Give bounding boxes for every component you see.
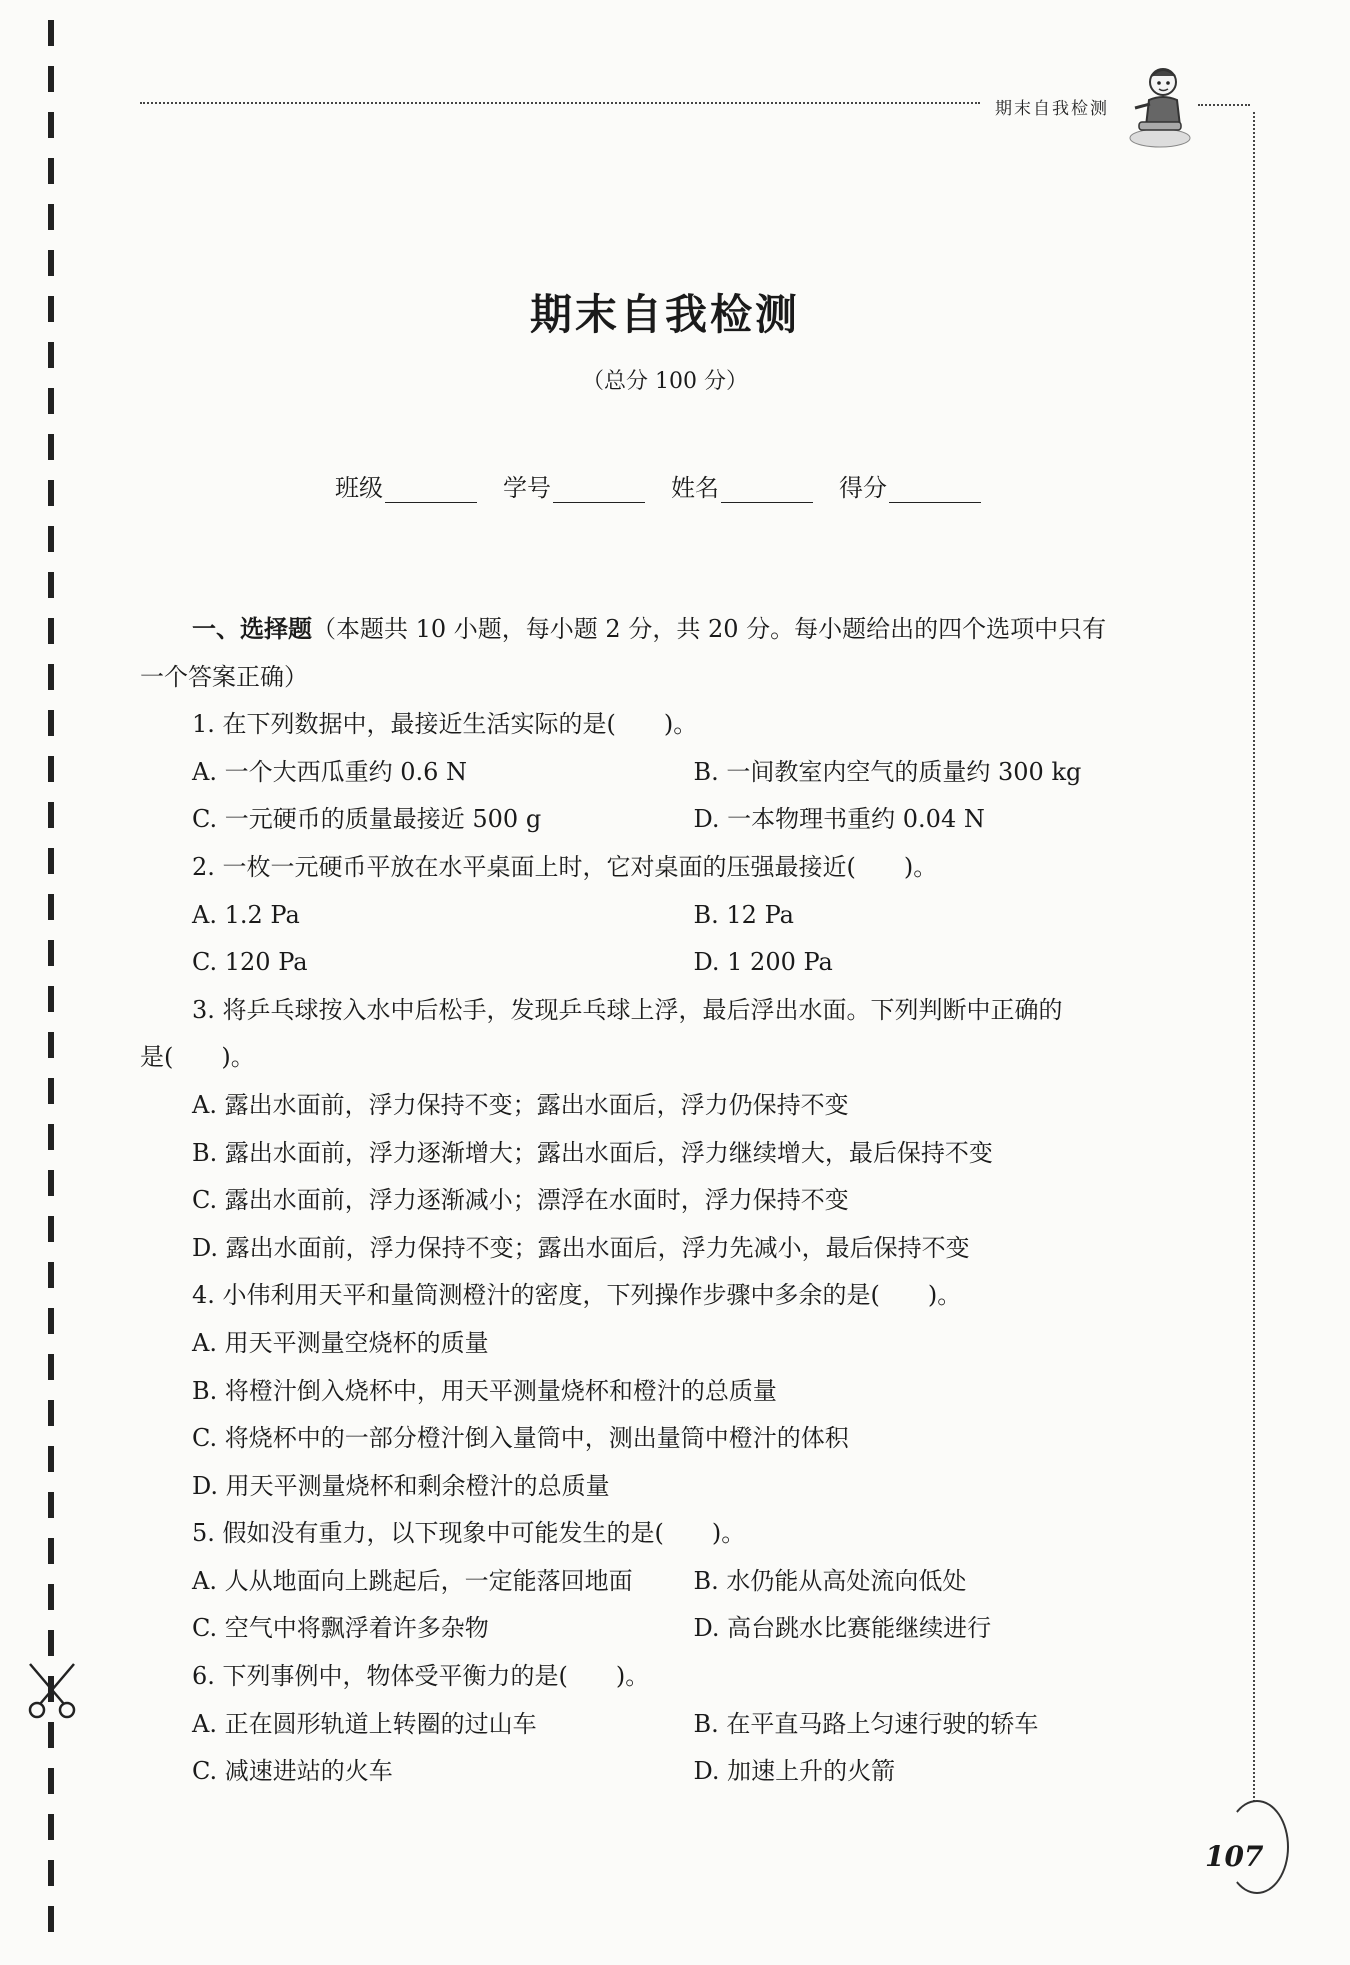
q4-option-c[interactable]: C. 将烧杯中的一部分橙汁倒入量筒中，测出量筒中橙汁的体积: [192, 1424, 849, 1453]
q3-stem-cont: 是( )。: [140, 1043, 255, 1072]
header-rule: [140, 102, 980, 104]
q3-option-a[interactable]: A. 露出水面前，浮力保持不变；露出水面后，浮力仍保持不变: [192, 1090, 849, 1119]
q2-option-b[interactable]: B. 12 Pa: [693, 900, 794, 929]
q5-options-cd: [140, 1605, 1195, 1653]
q6-options-ab: [140, 1701, 1195, 1749]
q1-options-ab: [140, 749, 1195, 797]
q5-stem: 5. 假如没有重力，以下现象中可能发生的是( )。: [192, 1519, 746, 1548]
q4-option-b[interactable]: B. 将橙汁倒入烧杯中，用天平测量烧杯和橙汁的总质量: [192, 1376, 777, 1405]
q2-option-d[interactable]: D. 1 200 Pa: [693, 948, 833, 977]
q6-options-cd: [140, 1748, 1195, 1796]
scissors-icon: [24, 1660, 80, 1720]
q3-option-c[interactable]: C. 露出水面前，浮力逐渐减小；漂浮在水面时，浮力保持不变: [192, 1186, 849, 1215]
mascot-icon: [1125, 60, 1195, 150]
total-score-note: （总分 100 分）: [582, 369, 748, 394]
page-number: 107: [1205, 1840, 1264, 1873]
q1-stem: 1. 在下列数据中，最接近生活实际的是( )。: [192, 710, 698, 739]
q5-options-ab: [140, 1558, 1195, 1606]
q4-option-a[interactable]: A. 用天平测量空烧杯的质量: [192, 1328, 489, 1357]
student-id-blank[interactable]: [553, 478, 645, 503]
q5-option-d[interactable]: D. 高台跳水比赛能继续进行: [693, 1614, 992, 1643]
student-id-field[interactable]: [503, 468, 645, 503]
q5-option-a[interactable]: A. 人从地面向上跳起后，一定能落回地面: [192, 1566, 633, 1595]
q2-options-cd: [140, 939, 1195, 987]
q3-option-d[interactable]: D. 露出水面前，浮力保持不变；露出水面后，浮力先减小，最后保持不变: [192, 1233, 970, 1262]
section-heading: 一、选择题: [192, 615, 312, 643]
score-field[interactable]: [839, 468, 981, 503]
q6-option-d[interactable]: D. 加速上升的火箭: [693, 1757, 896, 1786]
score-label: 得分: [839, 474, 887, 502]
q5-option-c[interactable]: C. 空气中将飘浮着许多杂物: [192, 1614, 489, 1643]
section-description: （本题共 10 小题，每小题 2 分，共 20 分。每小题给出的四个选项中只有: [312, 615, 1107, 643]
q2-stem: 2. 一枚一元硬币平放在水平桌面上时，它对桌面的压强最接近( )。: [192, 852, 938, 881]
q1-option-c[interactable]: C. 一元硬币的质量最接近 500 g: [192, 805, 542, 834]
q6-option-c[interactable]: C. 减速进站的火车: [192, 1757, 393, 1786]
question-list: [140, 606, 1195, 1796]
header-rule-right: [1198, 104, 1250, 106]
q6-stem: 6. 下列事例中，物体受平衡力的是( )。: [192, 1662, 650, 1691]
page-title: 期末自我检测: [529, 290, 800, 339]
section-description-cont: 一个答案正确）: [140, 662, 308, 691]
section-header: [140, 606, 1195, 654]
name-field[interactable]: [671, 468, 813, 503]
class-blank[interactable]: [385, 478, 477, 503]
q1-option-a[interactable]: A. 一个大西瓜重约 0.6 N: [192, 757, 468, 786]
q2-option-c[interactable]: C. 120 Pa: [192, 948, 308, 977]
name-label: 姓名: [671, 474, 719, 502]
q4-stem: 4. 小伟利用天平和量筒测橙汁的密度，下列操作步骤中多余的是( )。: [192, 1281, 962, 1310]
q6-option-a[interactable]: A. 正在圆形轨道上转圈的过山车: [192, 1709, 537, 1738]
running-title: 期末自我检测: [995, 99, 1109, 119]
q1-option-b[interactable]: B. 一间教室内空气的质量约 300 kg: [693, 757, 1082, 786]
q1-option-d[interactable]: D. 一本物理书重约 0.04 N: [693, 805, 985, 834]
q1-options-cd: [140, 796, 1195, 844]
q6-option-b[interactable]: B. 在平直马路上匀速行驶的轿车: [693, 1709, 1039, 1738]
q5-option-b[interactable]: B. 水仍能从高处流向低处: [693, 1566, 967, 1595]
name-blank[interactable]: [721, 478, 813, 503]
q4-option-d[interactable]: D. 用天平测量烧杯和剩余橙汁的总质量: [192, 1471, 610, 1500]
q2-options-ab: [140, 892, 1195, 940]
student-info-row: [335, 468, 981, 503]
score-blank[interactable]: [889, 478, 981, 503]
q2-option-a[interactable]: A. 1.2 Pa: [192, 900, 300, 929]
q3-option-b[interactable]: B. 露出水面前，浮力逐渐增大；露出水面后，浮力继续增大，最后保持不变: [192, 1138, 993, 1167]
q3-stem: 3. 将乒乓球按入水中后松手，发现乒乓球上浮，最后浮出水面。下列判断中正确的: [192, 995, 1063, 1024]
class-label: 班级: [335, 474, 383, 502]
student-id-label: 学号: [503, 474, 551, 502]
class-field[interactable]: [335, 468, 477, 503]
